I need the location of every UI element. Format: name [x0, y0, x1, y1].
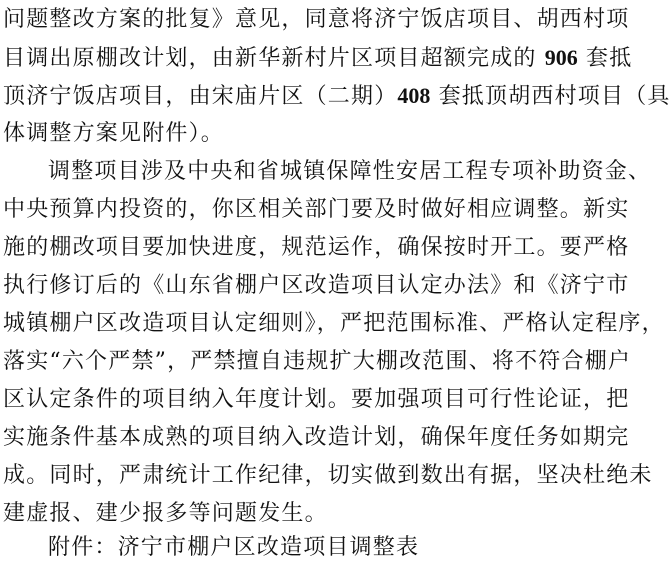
paragraph-1-line-2-tail: 套抵 — [577, 46, 633, 71]
paragraph-1-line-2-number: 906 — [544, 45, 578, 70]
paragraph-2-line-9: 成。同时，严肃统计工作纪律，切实做到数出有据，坚决杜绝未 — [3, 463, 653, 488]
paragraph-2-line-2: 中央预算内投资的，你区相关部门要及时做好相应调整。新实 — [3, 197, 630, 222]
paragraph-1-line-3-tail: 套抵顶胡西村项目（具 — [430, 84, 671, 109]
paragraph-2-line-6: 落实“六个严禁”，严禁擅自违规扩大棚改范围、将不符合棚户 — [3, 349, 632, 374]
paragraph-1-line-3 — [0, 78, 671, 114]
paragraph-1-line-2-text: 目调出原棚改计划，由新华新村片区项目超额完成的 — [3, 46, 545, 71]
paragraph-2-line-1: 调整项目涉及中央和省城镇保障性安居工程专项补助资金、 — [48, 159, 652, 184]
paragraph-2-line-10: 建虚报、建少报多等问题发生。 — [3, 501, 328, 526]
paragraph-1-line-2 — [0, 40, 632, 76]
paragraph-1-line-4: 体调整方案见附件）。 — [3, 121, 225, 146]
paragraph-1-line-3-number: 408 — [397, 83, 431, 108]
paragraph-2-line-5: 城镇棚户区改造项目认定细则》，严把范围标准、严格认定程序， — [3, 311, 665, 336]
paragraph-2-line-8: 实施条件基本成熟的项目纳入改造计划，确保年度任务如期完 — [3, 425, 630, 450]
paragraph-2-line-7: 区认定条件的项目纳入年度计划。要加强项目可行性论证，把 — [3, 387, 630, 412]
attachment-line: 附件：济宁市棚户区改造项目调整表 — [48, 535, 420, 560]
paragraph-1-line-1: 问题整改方案的批复》意见，同意将济宁饭店项目、胡西村项 — [3, 7, 630, 32]
paragraph-1-line-3-text: 顶济宁饭店项目，由宋庙片区（二期） — [3, 84, 398, 109]
paragraph-2-line-4: 执行修订后的《山东省棚户区改造项目认定办法》和《济宁市 — [3, 273, 630, 298]
paragraph-2-line-3: 施的棚改项目要加快进度，规范运作，确保按时开工。要严格 — [3, 235, 630, 260]
